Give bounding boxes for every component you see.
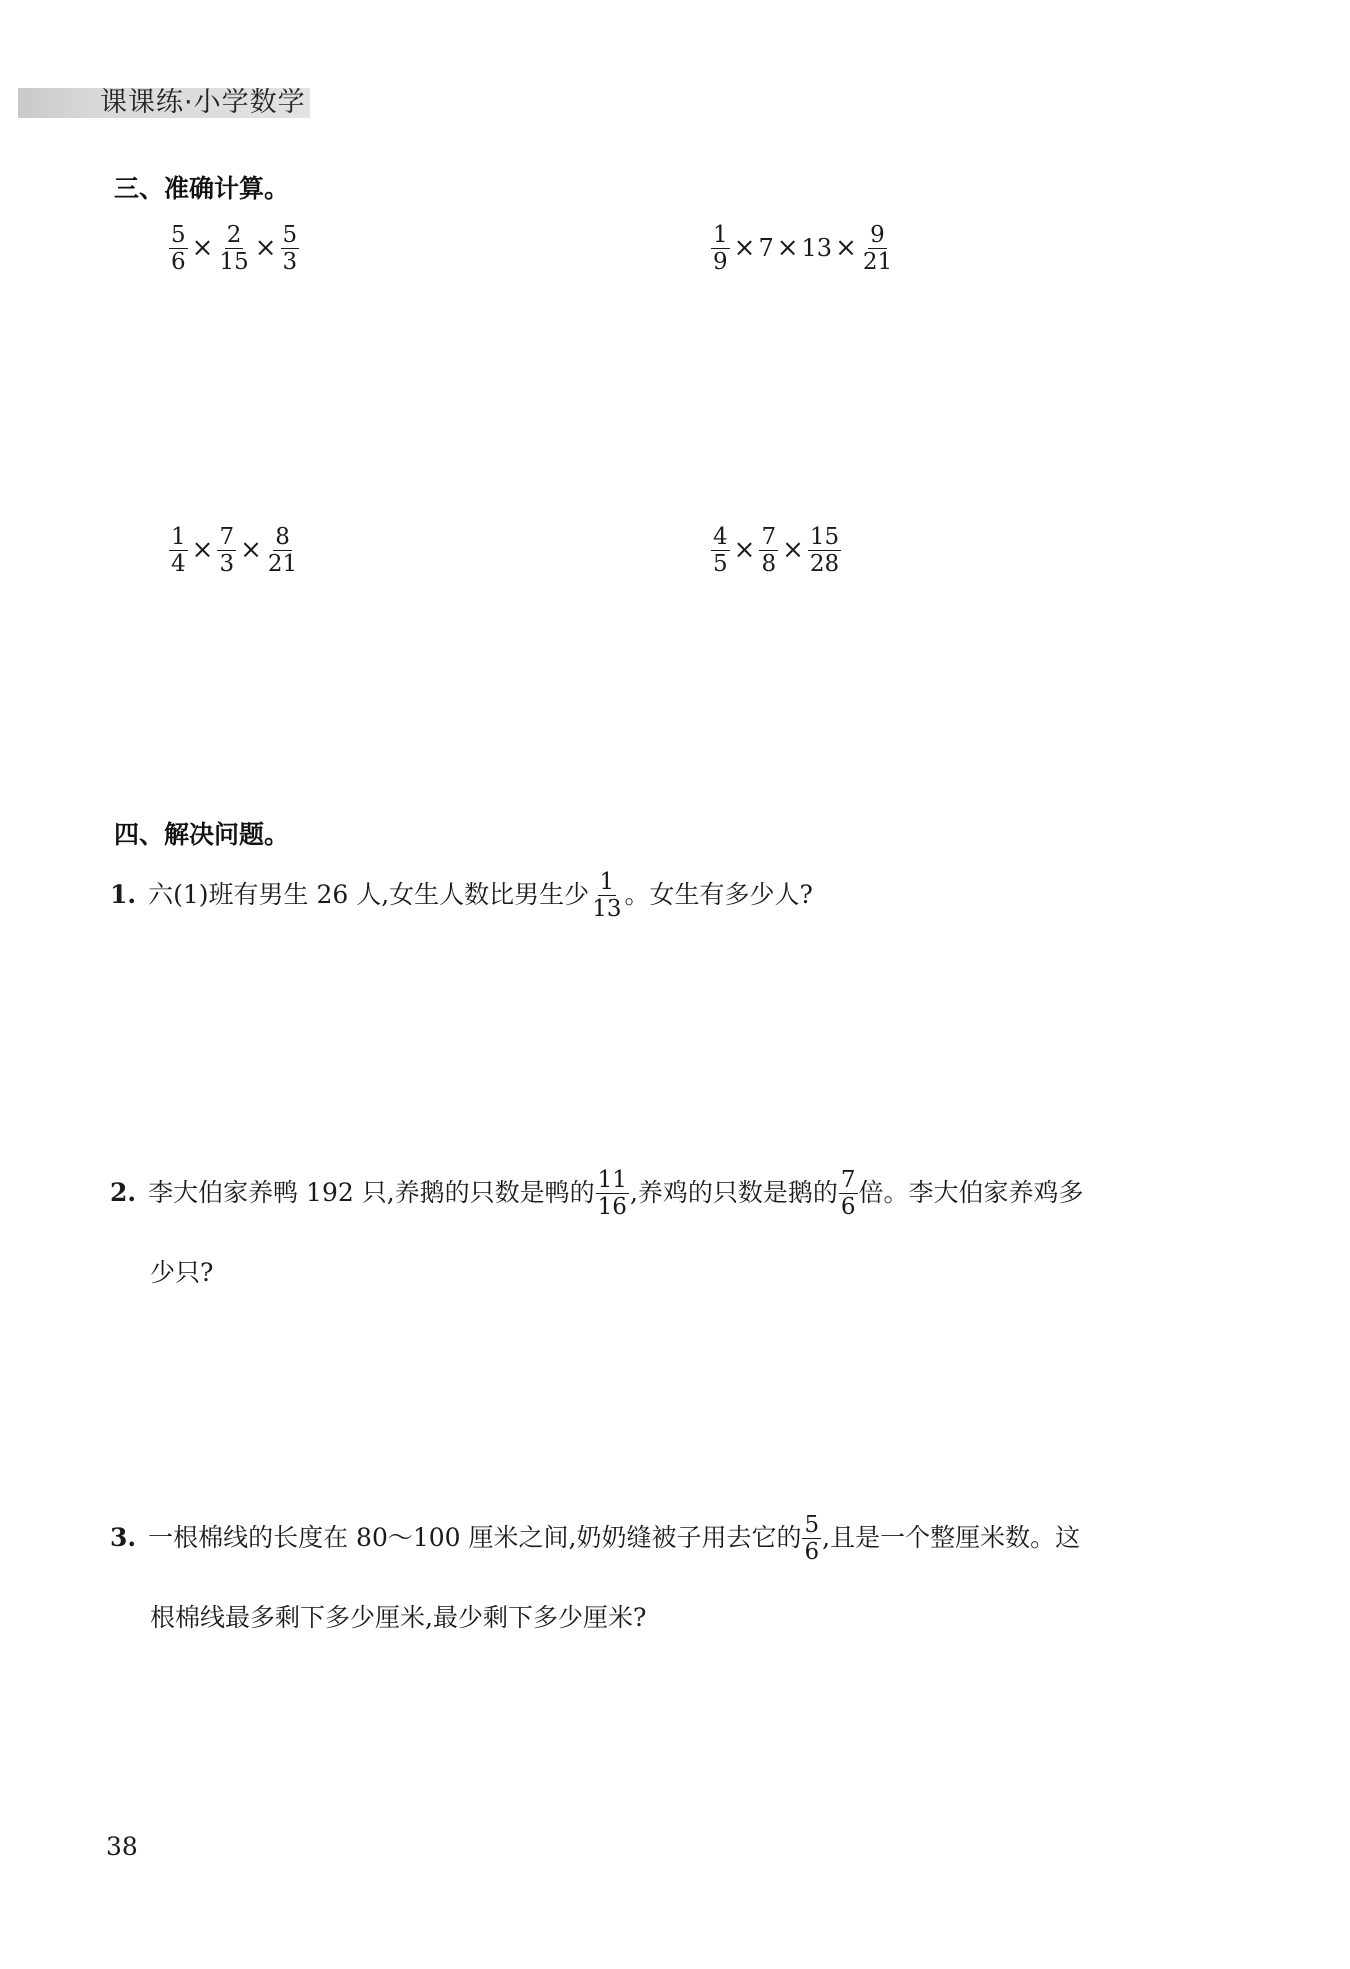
page-number: 38 <box>106 1832 138 1861</box>
fraction-denominator: 8 <box>761 550 777 577</box>
times-operator: × <box>191 535 214 565</box>
problem-text: 根棉线最多剩下多少厘米,最少剩下多少厘米? <box>150 1603 647 1632</box>
fraction-numerator: 1 <box>171 523 186 550</box>
expression-3 <box>168 520 300 580</box>
times-operator: × <box>191 233 214 263</box>
problem-text: 李大伯家养鸭 192 只,养鹅的只数是鸭的 <box>148 1178 595 1207</box>
fraction <box>808 524 841 577</box>
fraction-denominator: 6 <box>171 248 186 275</box>
fraction <box>839 1167 858 1220</box>
fraction <box>590 869 623 922</box>
section-3-title: 三、准确计算。 <box>114 174 290 203</box>
fraction-numerator: 15 <box>809 523 840 550</box>
fraction <box>711 222 730 275</box>
times-operator: × <box>254 233 277 263</box>
fraction <box>169 524 188 577</box>
fraction-numerator: 2 <box>226 221 242 248</box>
fraction-denominator: 4 <box>171 550 186 577</box>
fraction-numerator: 1 <box>713 221 728 248</box>
problem-number: 3. <box>110 1523 137 1552</box>
fraction <box>281 222 300 275</box>
fraction-denominator: 3 <box>282 248 298 275</box>
problem-3 <box>110 1498 1220 1658</box>
problem-text: ,养鸡的只数是鹅的 <box>629 1178 838 1207</box>
integer-term: 7 <box>758 234 774 262</box>
problem-number: 1. <box>110 880 137 909</box>
problem-1 <box>110 855 1220 935</box>
fraction-denominator: 9 <box>713 248 728 275</box>
fraction-denominator: 13 <box>592 895 622 922</box>
fraction-numerator: 8 <box>275 523 290 550</box>
fraction-numerator: 7 <box>840 1166 856 1193</box>
fraction <box>596 1167 629 1220</box>
problem-2-line-2 <box>110 1233 1220 1313</box>
fraction-denominator: 21 <box>267 550 298 577</box>
problem-2 <box>110 1153 1220 1313</box>
integer-term: 13 <box>801 234 833 262</box>
fraction-numerator: 1 <box>599 868 615 895</box>
expression-4 <box>710 520 842 580</box>
problem-text: 倍。李大伯家养鸡多 <box>858 1178 1084 1207</box>
fraction-numerator: 5 <box>804 1511 820 1538</box>
fraction-numerator: 7 <box>761 523 777 550</box>
fraction <box>266 524 299 577</box>
problem-text: ,且是一个整厘米数。这 <box>822 1523 1081 1552</box>
problem-3-line-1 <box>110 1498 1220 1578</box>
fraction-numerator: 9 <box>870 221 885 248</box>
fraction <box>169 222 188 275</box>
expression-2 <box>710 218 895 278</box>
section-4-title: 四、解决问题。 <box>114 820 290 849</box>
fraction-denominator: 21 <box>862 248 893 275</box>
problem-text: 少只? <box>150 1258 214 1287</box>
expression-1 <box>168 218 300 278</box>
times-operator: × <box>782 535 804 565</box>
fraction <box>861 222 894 275</box>
problem-text: 一根棉线的长度在 80～100 厘米之间,奶奶缝被子用去它的 <box>148 1523 802 1552</box>
fraction-denominator: 15 <box>219 248 249 275</box>
fraction <box>711 524 730 577</box>
problem-3-line-2 <box>110 1578 1220 1658</box>
problem-text: 六(1)班有男生 26 人,女生人数比男生少 <box>148 880 590 909</box>
fraction-numerator: 7 <box>219 523 235 550</box>
times-operator: × <box>835 233 857 263</box>
problem-number: 2. <box>110 1178 137 1207</box>
fraction <box>802 1512 821 1565</box>
problem-text: 。女生有多少人? <box>624 880 813 909</box>
problem-1-line <box>110 855 1220 935</box>
fraction-denominator: 6 <box>804 1538 820 1565</box>
fraction-numerator: 5 <box>282 221 298 248</box>
fraction <box>217 524 236 577</box>
times-operator: × <box>776 233 799 263</box>
fraction-numerator: 5 <box>171 221 186 248</box>
fraction-denominator: 16 <box>597 1193 627 1220</box>
problem-2-line-1 <box>110 1153 1220 1233</box>
header-title: 课课练·小学数学 <box>100 87 306 118</box>
times-operator: × <box>240 535 262 565</box>
times-operator: × <box>733 535 756 565</box>
times-operator: × <box>733 233 756 263</box>
fraction-numerator: 4 <box>713 523 728 550</box>
fraction <box>759 524 778 577</box>
fraction-denominator: 6 <box>840 1193 856 1220</box>
fraction-denominator: 28 <box>809 550 840 577</box>
fraction-denominator: 3 <box>219 550 235 577</box>
fraction-numerator: 11 <box>597 1166 627 1193</box>
fraction-denominator: 5 <box>713 550 728 577</box>
fraction <box>217 222 250 275</box>
